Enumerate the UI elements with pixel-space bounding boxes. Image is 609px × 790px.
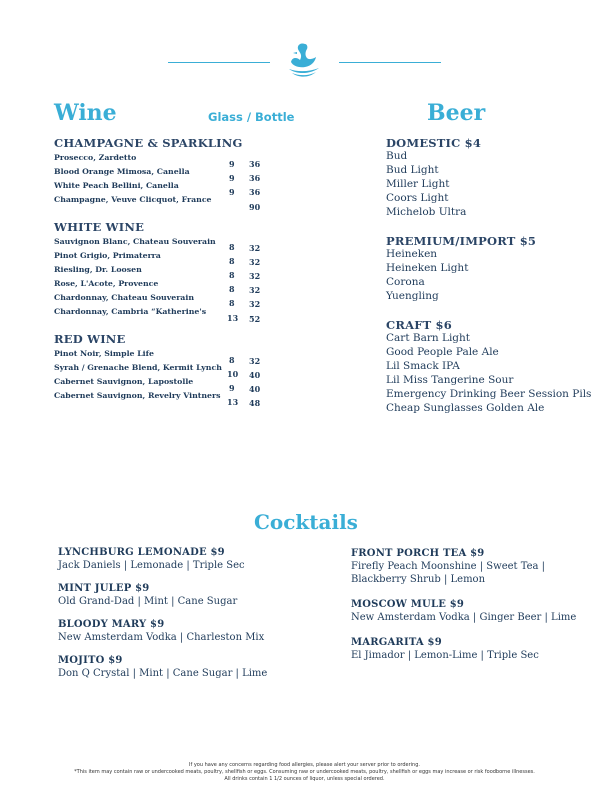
- wine-glass-price: 8: [229, 242, 235, 252]
- cocktail-desc: El Jimador | Lemon-Lime | Triple Sec: [351, 650, 539, 661]
- wine-item: Syrah / Grenache Blend, Kermit Lynch: [54, 363, 222, 372]
- wine-bottle-price: 40: [249, 384, 261, 394]
- header-rule-left: [168, 62, 270, 63]
- wine-glass-price: 8: [229, 256, 235, 266]
- beer-item: Heineken Light: [386, 262, 469, 274]
- wine-bottle-price: 32: [249, 356, 261, 366]
- wine-glass-price: 8: [229, 270, 235, 280]
- beer-item: Corona: [386, 276, 425, 288]
- cocktails-title: Cocktails: [254, 510, 358, 534]
- wine-bottle-price: 32: [249, 257, 261, 267]
- wine-glass-price: 9: [229, 187, 235, 197]
- footer-raw-warning: *This item may contain raw or undercooked meats, poultry, shellfish or eggs. Consuming raw or undercooked meats, poultry, shellfish or eggs may increase or risk foodborne illnesses.: [74, 769, 535, 775]
- beer-item: Emergency Drinking Beer Session Pils: [386, 388, 592, 400]
- beer-item: Cart Barn Light: [386, 332, 470, 344]
- wine-glass-price: 8: [229, 284, 235, 294]
- beer-item: Coors Light: [386, 192, 449, 204]
- beer-item: Miller Light: [386, 178, 450, 190]
- beer-title: Beer: [427, 100, 486, 126]
- wine-section-title: WHITE WINE: [54, 220, 145, 234]
- beer-item: Yuengling: [386, 290, 439, 302]
- wine-bottle-price: 36: [249, 173, 261, 183]
- wine-title: Wine: [54, 100, 117, 126]
- swan-logo-icon: [283, 38, 325, 80]
- cocktail-desc: Blackberry Shrub | Lemon: [351, 574, 486, 585]
- wine-bottle-price: 32: [249, 299, 261, 309]
- wine-bottle-price: 32: [249, 285, 261, 295]
- header-rule-right: [339, 62, 441, 63]
- cocktail-title: MOSCOW MULE $9: [351, 599, 465, 610]
- wine-item: Cabernet Sauvignon, Lapostolle: [54, 377, 194, 386]
- wine-item: Riesling, Dr. Loosen: [54, 265, 142, 274]
- cocktail-desc: New Amsterdam Vodka | Ginger Beer | Lime: [351, 612, 577, 623]
- wine-item: Pinot Grigio, Primaterra: [54, 251, 161, 260]
- wine-glass-price: 9: [229, 173, 235, 183]
- cocktail-title: MARGARITA $9: [351, 637, 442, 648]
- beer-section-title: DOMESTIC $4: [386, 136, 482, 150]
- cocktail-desc: Old Grand-Dad | Mint | Cane Sugar: [58, 596, 238, 607]
- wine-item: Chardonnay, Cambria “Katherine's: [54, 307, 207, 316]
- footer-liquor-note: All drinks contain 1 1/2 ounces of liquor, unless special ordered.: [224, 776, 385, 782]
- beer-section-title: CRAFT $6: [386, 318, 452, 332]
- beer-item: Lil Smack IPA: [386, 360, 460, 372]
- cocktail-title: MINT JULEP $9: [58, 583, 150, 594]
- wine-glass-price: 10: [227, 369, 239, 379]
- wine-bottle-price: 52: [249, 314, 261, 324]
- cocktail-desc: New Amsterdam Vodka | Charleston Mix: [58, 632, 265, 643]
- wine-glass-price: 13: [227, 397, 239, 407]
- beer-item: Bud Light: [386, 164, 439, 176]
- wine-bottle-price: 48: [249, 398, 261, 408]
- beer-item: Cheap Sunglasses Golden Ale: [386, 402, 545, 414]
- wine-glass-price: 8: [229, 355, 235, 365]
- wine-section-title: CHAMPAGNE & SPARKLING: [54, 136, 243, 150]
- wine-item: Champagne, Veuve Clicquot, France: [54, 195, 212, 204]
- cocktail-title: LYNCHBURG LEMONADE $9: [58, 547, 225, 558]
- wine-item: Chardonnay, Chateau Souverain: [54, 293, 194, 302]
- cocktail-desc: Firefly Peach Moonshine | Sweet Tea |: [351, 561, 546, 572]
- beer-item: Michelob Ultra: [386, 206, 467, 218]
- wine-item: Rose, L'Acote, Provence: [54, 279, 159, 288]
- wine-item: Pinot Noir, Simple Life: [54, 349, 154, 358]
- beer-item: Bud: [386, 150, 408, 162]
- beer-item: Lil Miss Tangerine Sour: [386, 374, 514, 386]
- wine-bottle-price: 32: [249, 271, 261, 281]
- cocktail-title: BLOODY MARY $9: [58, 619, 165, 630]
- wine-glass-price: 9: [229, 383, 235, 393]
- wine-bottle-price: 90: [249, 202, 261, 212]
- beer-item: Heineken: [386, 248, 438, 260]
- cocktail-desc: Jack Daniels | Lemonade | Triple Sec: [58, 560, 245, 571]
- beer-section-title: PREMIUM/IMPORT $5: [386, 234, 537, 248]
- wine-bottle-price: 32: [249, 243, 261, 253]
- wine-item: Sauvignon Blanc, Chateau Souverain: [54, 237, 216, 246]
- wine-section-title: RED WINE: [54, 332, 126, 346]
- footer-allergy-note: If you have any concerns regarding food allergies, please alert your server prior to ordering.: [189, 762, 420, 768]
- wine-glass-price: 13: [227, 313, 239, 323]
- wine-glass-price: 8: [229, 298, 235, 308]
- wine-item: Prosecco, Zardetto: [54, 153, 137, 162]
- wine-bottle-price: 36: [249, 159, 261, 169]
- wine-bottle-price: 40: [249, 370, 261, 380]
- wine-item: Blood Orange Mimosa, Canella: [54, 167, 190, 176]
- cocktail-title: MOJITO $9: [58, 655, 123, 666]
- glass-bottle-label: Glass / Bottle: [208, 110, 295, 124]
- wine-item: White Peach Bellini, Canella: [54, 181, 179, 190]
- wine-item: Cabernet Sauvignon, Revelry Vintners: [54, 391, 221, 400]
- wine-bottle-price: 36: [249, 187, 261, 197]
- beer-item: Good People Pale Ale: [386, 346, 499, 358]
- cocktail-title: FRONT PORCH TEA $9: [351, 548, 485, 559]
- cocktail-desc: Don Q Crystal | Mint | Cane Sugar | Lime: [58, 668, 268, 679]
- wine-glass-price: 9: [229, 159, 235, 169]
